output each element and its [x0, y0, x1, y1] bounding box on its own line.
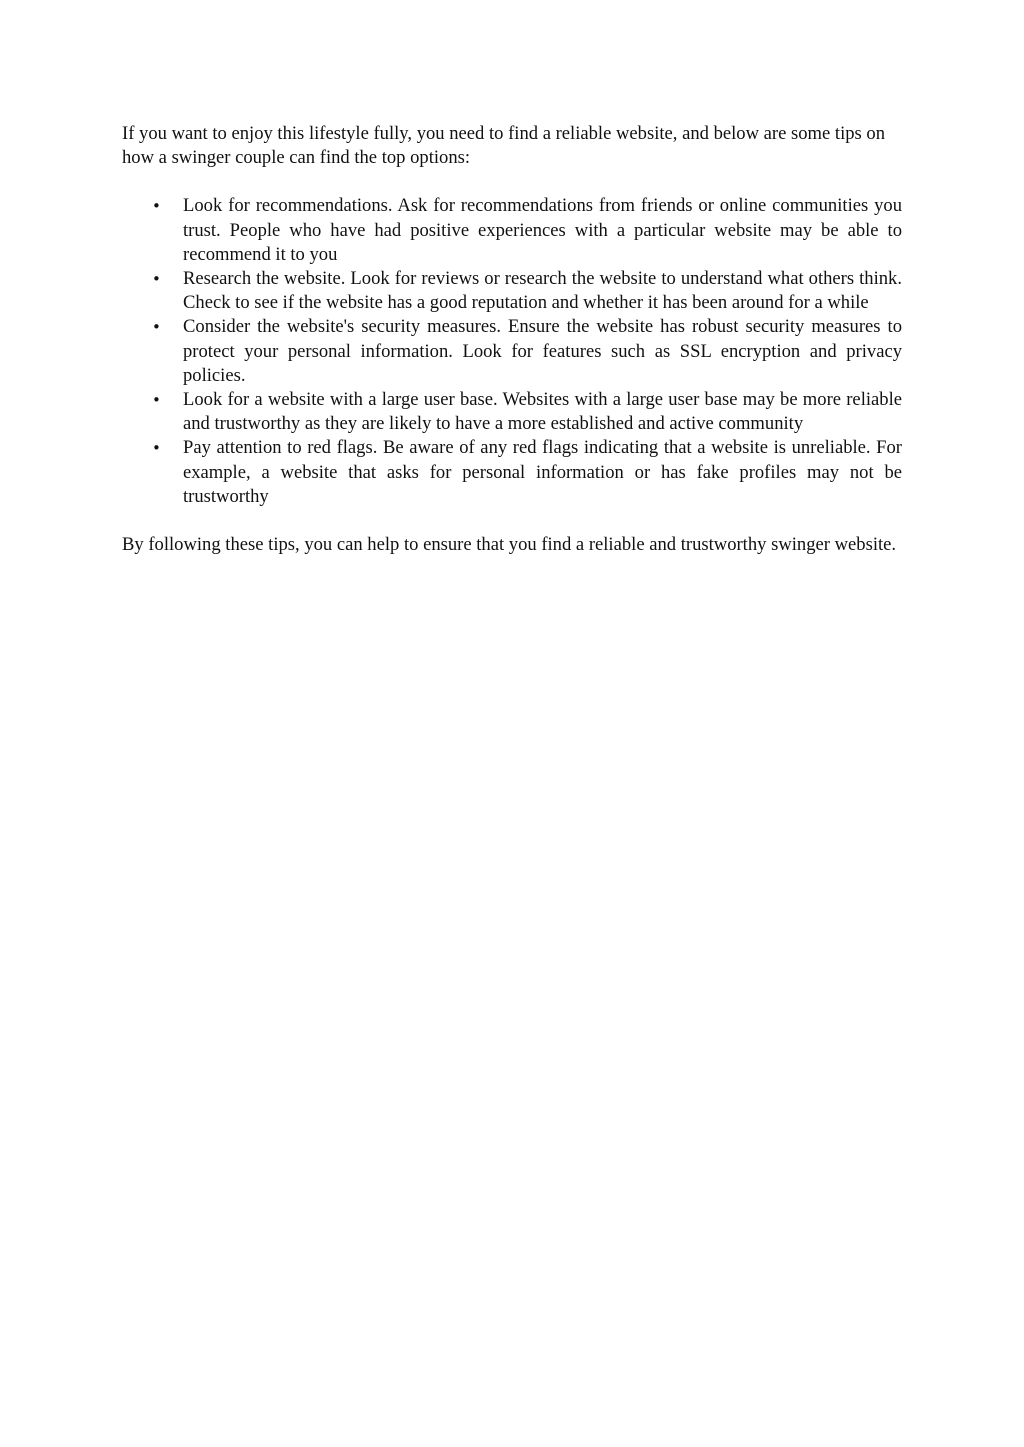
list-item [122, 436, 902, 509]
outro-paragraph: By following these tips, you can help to ensure that you find a reliable and trustworthy swinger website. [122, 534, 897, 556]
tip-text: Research the website. Look for reviews or research the website to understand what others think. Check to see if the website has a good reputation and whether it has been around for a while [183, 268, 902, 314]
intro-paragraph: If you want to enjoy this lifestyle fully, you need to find a reliable website, and below are some tips on how a swinger couple can find the top options: [122, 123, 886, 169]
tip-text: Consider the website's security measures. Ensure the website has robust security measures to protect your personal information. Look for features such as SSL encryption and privacy policies. [183, 316, 902, 386]
tip-text: Pay attention to red flags. Be aware of any red flags indicating that a website is unreliable. For example, a website that asks for personal information or has fake profiles may not be trustworthy [183, 437, 902, 507]
bullet-icon: • [152, 318, 161, 337]
document-page [122, 122, 902, 557]
list-item [122, 267, 902, 315]
bullet-icon: • [152, 439, 161, 458]
list-item [122, 315, 902, 388]
bullet-icon: • [152, 197, 161, 216]
tip-text: Look for a website with a large user base. Websites with a large user base may be more reliable and trustworthy as they are likely to have a more established and active community [183, 389, 902, 435]
bullet-icon: • [152, 270, 161, 289]
list-item [122, 194, 902, 267]
tip-text: Look for recommendations. Ask for recommendations from friends or online communities you trust. People who have had positive experiences with a particular website may be able to recommend it to you [183, 195, 902, 265]
bullet-icon: • [152, 391, 161, 410]
list-item [122, 388, 902, 436]
tips-list [122, 194, 902, 509]
